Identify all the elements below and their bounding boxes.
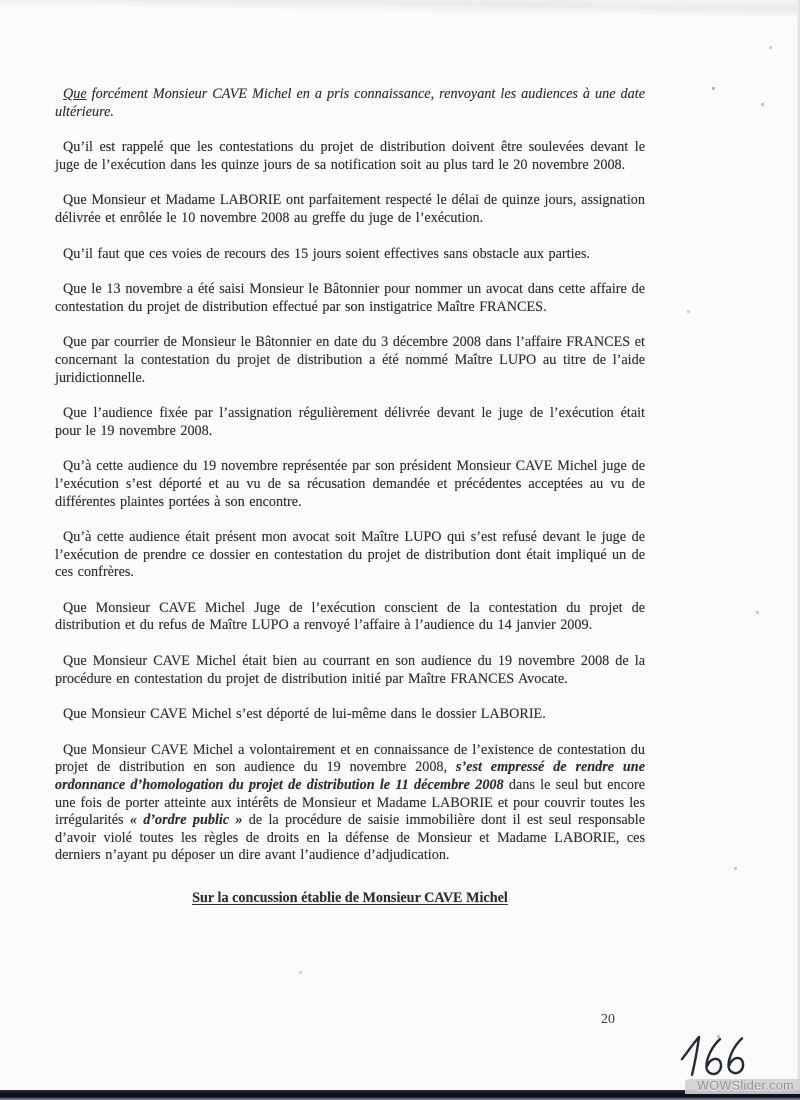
text-segment: Sur la concussion établie de Monsieur CAVE Michel [192,890,508,906]
paragraph [55,458,645,511]
text-segment: Que l’audience fixée par l’assignation régulièrement délivrée devant le juge de l’exécution était pour le 19 novembre 2008. [55,405,645,439]
scan-speckles [0,0,1,1]
paragraph [55,706,645,724]
text-segment: Que Monsieur CAVE Michel Juge de l’exécution conscient de la contestation du projet de distribution et du refus de Maître LUPO a renvoyé l’affaire à l’audience du 14 janvier 2009. [55,599,645,634]
paragraph [55,281,645,316]
document-body [55,86,645,908]
paragraph [55,246,645,264]
text-segment: Que [63,86,87,102]
paragraph [55,653,645,688]
paragraph [55,742,645,865]
text-segment: Qu’à cette audience du 19 novembre représentée par son président Monsieur CAVE Michel juge de l’exécution s’est déporté et au vu de sa récusation demandée et précédentes acceptées au vu de différentes plaintes portées à son encontre. [55,458,645,510]
handwritten-page-number [677,1030,756,1084]
text-segment: dans le seul but encore une fois de porter atteinte aux intérêts de Monsieur et Madame LABORIE et pour couvrir toutes les irrégularités [55,777,645,829]
text-segment: Que Monsieur et Madame LABORIE ont parfaitement respecté le délai de quinze jours, assignation délivrée et enrôlée le 10 novembre 2008 au greffe du juge de l’exécution. [55,192,645,226]
watermark-wowslider[interactable]: WOWSlider.com [685,1079,800,1094]
text-segment: Que par courrier de Monsieur le Bâtonnier en date du 3 décembre 2008 dans l’affaire FRANCES et concernant la contestation du projet de distribution a été nommé Maître LUPO au titre de l’aide juridictionnelle. [55,334,645,386]
text-segment: s’est empressé de rendre une ordonnance d’homologation du projet de distribution le 11 décembre 2008 [55,759,645,794]
paragraph [55,529,645,582]
bottom-bar [0,1090,800,1100]
paragraph [55,600,645,635]
text-segment: forcément Monsieur CAVE Michel en a pris connaissance, renvoyant les audiences à une date ultérieure. [55,86,645,120]
text-segment: Que Monsieur CAVE Michel était bien au courrant en son audience du 19 novembre 2008 de la procédure en contestation du projet de distribution initié par Maître FRANCES Avocate. [55,653,645,687]
paragraph [55,139,645,174]
text-segment: de la procédure de saisie immobilière dont il est seul responsable d’avoir violé toutes les règles de droits en la défense de Monsieur et Madame LABORIE, ces derniers n’ayant pu déposer un dire avant l’audience d’adjudication. [55,812,646,864]
text-segment: Que Monsieur CAVE Michel s’est déporté de lui-même dans le dossier LABORIE. [63,706,546,723]
text-segment: Qu’à cette audience était présent mon avocat soit Maître LUPO qui s’est refusé devant le juge de l’exécution de prendre ce dossier en contestation du projet de distribution dont était impliqué un de ces confrères. [55,529,645,581]
text-segment: Qu’il faut que ces voies de recours des 15 jours soient effectives sans obstacle aux parties. [63,245,590,262]
text-segment: Que le 13 novembre a été saisi Monsieur le Bâtonnier pour nommer un avocat dans cette affaire de contestation du projet de distribution effectué par son instigatrice Maître FRANCES. [55,281,645,315]
paragraph [55,405,645,440]
paragraph [55,334,645,387]
text-segment: Que Monsieur CAVE Michel a volontairement et en connaissance de l’existence de contestation du projet de distribution en son audience du 19 novembre 2008, [55,741,645,776]
text-segment: Qu’il est rappelé que les contestations du projet de distribution doivent être soulevées devant le juge de l’exécution dans les quinze jours de sa notification soit au plus tard le 20 novembre 2008. [55,139,645,173]
page-number: 20 [601,1012,615,1027]
text-segment: « d’ordre public » [129,812,243,829]
paragraph [55,192,645,227]
paragraph [55,86,645,121]
section-heading [55,890,645,908]
scan-top-edge [0,0,800,20]
